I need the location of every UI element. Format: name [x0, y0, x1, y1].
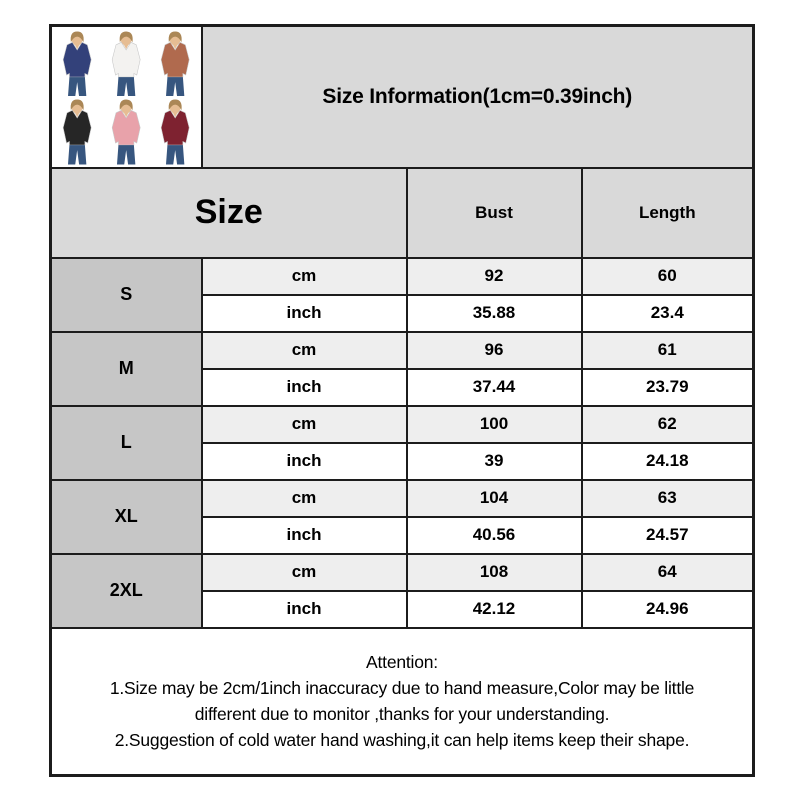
bust-inch-value: 39	[407, 443, 582, 480]
product-thumbnail-rust	[151, 29, 199, 97]
length-cm-value: 61	[582, 332, 754, 369]
attention-note	[51, 628, 754, 776]
bust-cm-value: 108	[407, 554, 582, 591]
bust-col-header: Bust	[407, 168, 582, 258]
length-inch-value: 24.18	[582, 443, 754, 480]
length-cm-value: 60	[582, 258, 754, 295]
length-inch-value: 24.96	[582, 591, 754, 628]
unit-cm-cell: cm	[202, 332, 407, 369]
size-information-title: Size Information(1cm=0.39inch)	[322, 84, 633, 108]
length-inch-value: 23.4	[582, 295, 754, 332]
product-image-cell	[51, 26, 202, 168]
size-chart-table	[49, 24, 755, 777]
size-label-m: M	[51, 332, 202, 406]
size-label-s: S	[51, 258, 202, 332]
attention-line: 2.Suggestion of cold water hand washing,it can help items keep their shape.	[114, 730, 690, 751]
bust-inch-value: 40.56	[407, 517, 582, 554]
bust-cm-value: 104	[407, 480, 582, 517]
length-inch-value: 24.57	[582, 517, 754, 554]
size-label-2xl: 2XL	[51, 554, 202, 628]
bust-inch-value: 42.12	[407, 591, 582, 628]
length-cm-value: 64	[582, 554, 754, 591]
unit-cm-cell: cm	[202, 554, 407, 591]
attention-line: 1.Size may be 2cm/1inch inaccuracy due to hand measure,Color may be little	[109, 678, 695, 699]
attention-line: different due to monitor ,thanks for your understanding.	[194, 704, 610, 725]
unit-inch-cell: inch	[202, 517, 407, 554]
bust-cm-value: 92	[407, 258, 582, 295]
unit-cm-cell: cm	[202, 406, 407, 443]
size-label-xl: XL	[51, 480, 202, 554]
product-thumbnail-pink	[102, 97, 150, 165]
bust-inch-value: 37.44	[407, 369, 582, 406]
length-cm-value: 63	[582, 480, 754, 517]
unit-inch-cell: inch	[202, 591, 407, 628]
length-inch-value: 23.79	[582, 369, 754, 406]
length-col-header: Length	[582, 168, 754, 258]
attention-line: Attention:	[366, 652, 438, 673]
length-cm-value: 62	[582, 406, 754, 443]
unit-inch-cell: inch	[202, 369, 407, 406]
unit-inch-cell: inch	[202, 443, 407, 480]
product-thumbnail-wine	[151, 97, 199, 165]
unit-cm-cell: cm	[202, 258, 407, 295]
bust-cm-value: 96	[407, 332, 582, 369]
product-thumbnail-black	[53, 97, 101, 165]
bust-cm-value: 100	[407, 406, 582, 443]
product-thumbnail-white	[102, 29, 150, 97]
size-col-header: Size	[51, 168, 407, 258]
product-image	[53, 29, 200, 165]
size-label-l: L	[51, 406, 202, 480]
unit-inch-cell: inch	[202, 295, 407, 332]
unit-cm-cell: cm	[202, 480, 407, 517]
product-thumbnail-navy	[53, 29, 101, 97]
bust-inch-value: 35.88	[407, 295, 582, 332]
size-information-header	[202, 26, 754, 168]
